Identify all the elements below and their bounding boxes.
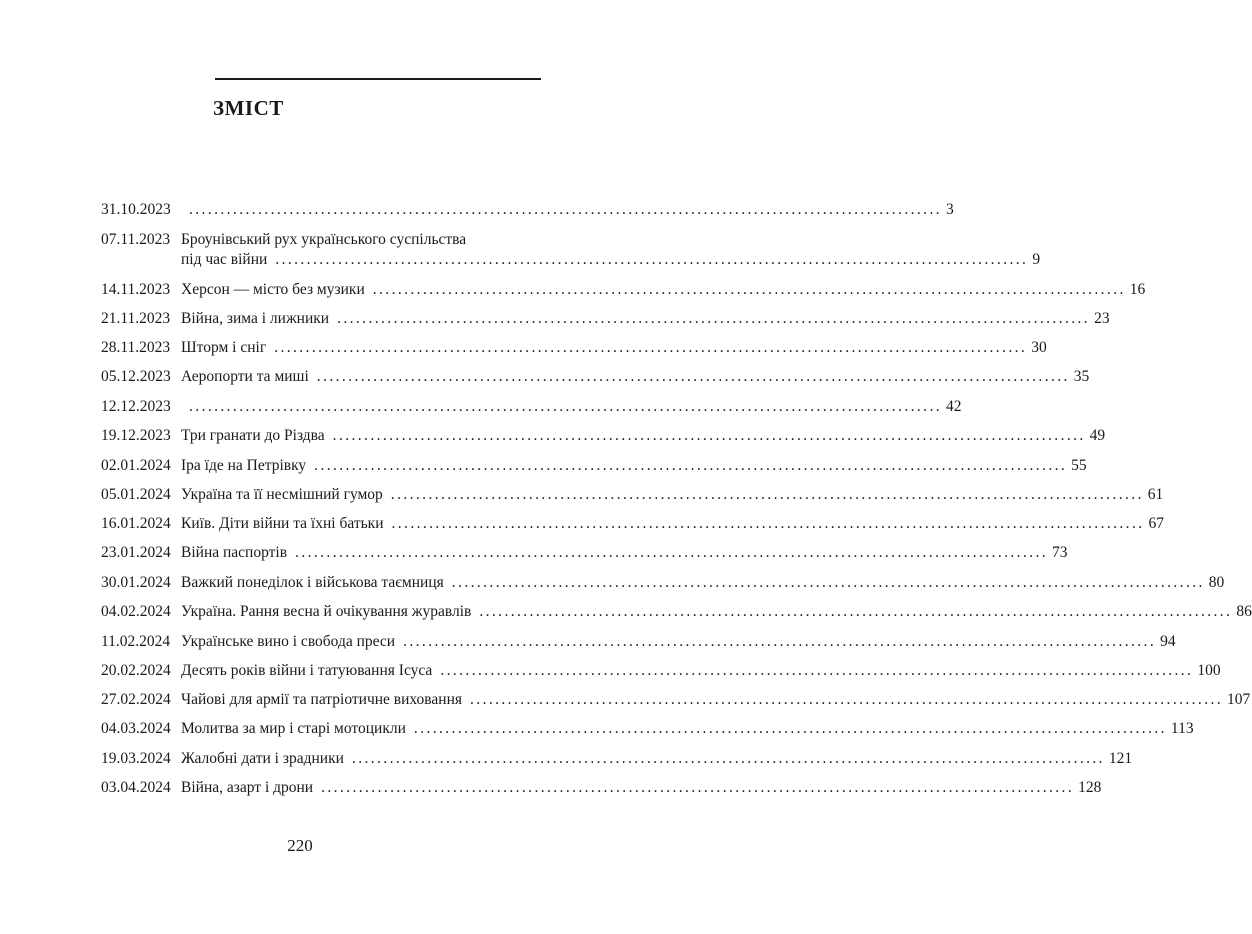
toc-entry — [101, 514, 1164, 534]
toc-entry-date: 23.01.2024 — [101, 544, 171, 561]
toc-entry-page: 113 — [1170, 720, 1194, 737]
toc-entry-title: Війна паспортів — [181, 544, 288, 561]
toc-entry-page: 30 — [1031, 339, 1047, 356]
toc-entry-date: 07.11.2023 — [101, 231, 171, 248]
toc-entry-page: 3 — [946, 201, 954, 218]
leader-dots: ........................................................................................................................ — [440, 662, 1194, 679]
toc-entry-page: 73 — [1052, 544, 1068, 561]
toc-entry-page: 67 — [1148, 515, 1164, 532]
leader-dots: ........................................................................................................................ — [314, 457, 1068, 474]
toc-entry-title: Чайові для армії та патріотичне виховання — [181, 691, 463, 708]
toc-entry-page: 107 — [1227, 691, 1251, 708]
leader-dots: ........................................................................................................................ — [351, 750, 1105, 767]
toc-entry — [101, 200, 954, 220]
leader-dots: ........................................................................................................................ — [321, 779, 1075, 796]
leader-dots: ........................................................................................................................ — [470, 691, 1224, 708]
toc-entry-date: 05.12.2023 — [101, 368, 171, 385]
toc-entry-page: 42 — [946, 398, 962, 415]
toc-entry-title: Важкий понеділок і військова таємниця — [181, 574, 444, 591]
toc-entry-date: 04.02.2024 — [101, 603, 171, 620]
heading-rule — [215, 78, 541, 80]
page-number: 220 — [287, 836, 313, 855]
toc-entry-title: Іра їде на Петрівку — [181, 457, 307, 474]
leader-dots: ........................................................................................................................ — [189, 201, 942, 218]
toc-entry-page: 100 — [1197, 662, 1221, 679]
toc-entry — [101, 543, 1068, 563]
toc-entry — [101, 749, 1133, 769]
toc-entry-page: 121 — [1108, 750, 1133, 767]
leader-dots: ........................................................................................................................ — [189, 398, 942, 415]
toc-entry-title: Україна та її несмішний гумор — [181, 486, 383, 503]
toc-entry — [101, 485, 1164, 505]
toc-entry-title: Броунівський рух українського суспільства — [181, 231, 467, 248]
toc-entry-date: 21.11.2023 — [101, 310, 171, 327]
leader-dots: ........................................................................................................................ — [403, 633, 1157, 650]
toc-entry-date: 16.01.2024 — [101, 515, 171, 532]
toc-entry — [101, 309, 1110, 329]
toc-entry-title: Київ. Діти війни та їхні батьки — [181, 515, 384, 532]
toc-entry — [101, 573, 1225, 593]
leader-dots: ........................................................................................................................ — [372, 281, 1126, 298]
toc-entry-page: 35 — [1073, 368, 1090, 385]
leader-dots: ........................................................................................................................ — [451, 574, 1205, 591]
toc-entry-page: 49 — [1089, 427, 1106, 444]
toc-entry-date: 04.03.2024 — [101, 720, 171, 737]
toc-entry-date: 19.12.2023 — [101, 427, 171, 444]
leader-dots: ........................................................................................................................ — [413, 720, 1167, 737]
toc-entry-date: 02.01.2024 — [101, 457, 171, 474]
toc-entry-page: 9 — [1032, 251, 1041, 268]
toc-entry-date: 30.01.2024 — [101, 574, 171, 591]
toc-entry — [101, 456, 1087, 476]
toc-entry-page: 23 — [1094, 310, 1110, 327]
toc-entry-date: 27.02.2024 — [101, 691, 171, 708]
leader-dots: ........................................................................................................................ — [332, 427, 1086, 444]
toc-entry-date: 12.12.2023 — [101, 398, 171, 415]
toc-entry-title: Війна, азарт і дрони — [181, 779, 314, 796]
toc-entry-title: Шторм і сніг — [181, 339, 267, 356]
toc-entry-date: 28.11.2023 — [101, 339, 171, 356]
toc-entry-title: Україна. Рання весна й очікування журавлів — [181, 603, 472, 620]
toc-entry-date: 11.02.2024 — [101, 633, 171, 650]
toc-entry-date: 20.02.2024 — [101, 662, 171, 679]
toc-entry — [101, 661, 1221, 681]
toc-entry — [101, 367, 1090, 387]
toc-entry — [101, 719, 1194, 739]
toc-entry-title: Аеропорти та миші — [181, 368, 309, 385]
toc-entry — [101, 426, 1106, 446]
toc-entry-title: Три гранати до Різдва — [181, 427, 325, 444]
leader-dots: ........................................................................................................................ — [275, 251, 1029, 268]
toc-entry — [101, 280, 1146, 300]
leader-dots: ........................................................................................................................ — [337, 310, 1091, 327]
toc-entry — [101, 397, 962, 417]
toc-entry — [101, 632, 1176, 652]
toc-entry-date: 05.01.2024 — [101, 486, 171, 503]
toc-entry-page: 16 — [1129, 281, 1146, 298]
toc-entry-date: 03.04.2024 — [101, 779, 171, 796]
toc-entry — [101, 602, 1252, 622]
toc-entry-title: Молитва за мир і старі мотоцикли — [181, 720, 406, 737]
leader-dots: ........................................................................................................................ — [295, 544, 1049, 561]
toc-entry-page: 80 — [1208, 574, 1225, 591]
toc-entry-page: 55 — [1071, 457, 1087, 474]
toc-entry-page: 128 — [1078, 779, 1102, 796]
leader-dots: ........................................................................................................................ — [316, 368, 1070, 385]
toc-entry-date: 19.03.2024 — [101, 750, 171, 767]
toc-entry-title: Херсон — місто без музики — [181, 281, 365, 298]
leader-dots: ........................................................................................................................ — [391, 515, 1145, 532]
toc-entry — [101, 230, 1041, 270]
leader-dots: ........................................................................................................................ — [274, 339, 1028, 356]
toc-entry-date: 31.10.2023 — [101, 201, 171, 218]
toc-entry-title-continued: під час війни — [181, 251, 268, 268]
toc-entry — [101, 338, 1047, 358]
toc-entry-title: Українське вино і свобода преси — [181, 633, 396, 650]
leader-dots: ........................................................................................................................ — [479, 603, 1233, 620]
toc-entry-title: Жалобні дати і зрадники — [181, 750, 344, 767]
toc-entry-title: Десять років війни і татуювання Ісуса — [181, 662, 433, 679]
toc-entry — [101, 778, 1102, 798]
toc-entry-date: 14.11.2023 — [101, 281, 171, 298]
toc-entry-page: 86 — [1236, 603, 1252, 620]
leader-dots: ........................................................................................................................ — [390, 486, 1144, 503]
page-title: ЗМІСТ — [213, 96, 284, 120]
toc-entry-page: 94 — [1160, 633, 1176, 650]
toc-entry — [101, 690, 1251, 710]
toc-entry-page: 61 — [1147, 486, 1164, 503]
toc-entry-title: Війна, зима і лижники — [181, 310, 330, 327]
